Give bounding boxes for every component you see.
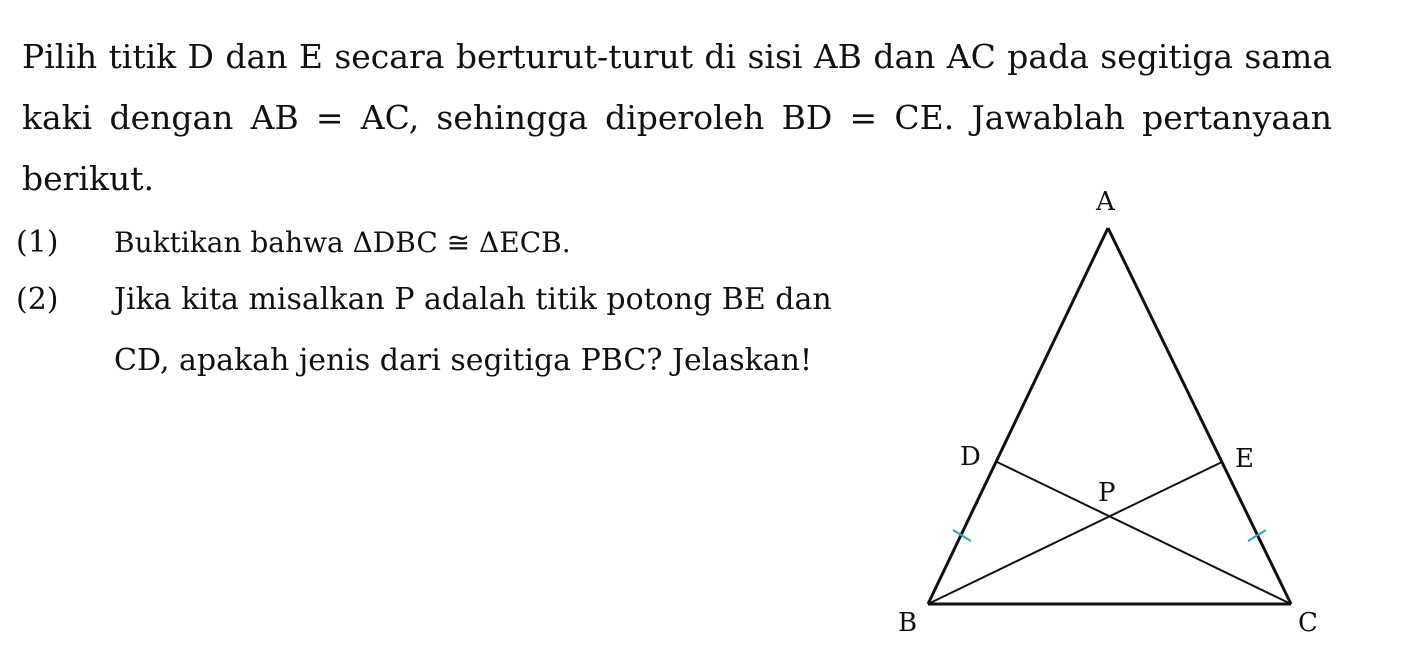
label-c: C bbox=[1298, 608, 1318, 638]
question-number: (2) bbox=[16, 282, 59, 317]
question-text: Jika kita misalkan P adalah titik potong BE dan CD, apakah jenis dari segitiga PBC? Jelaskan! bbox=[114, 282, 832, 378]
triangle-figure bbox=[880, 175, 1340, 650]
side-ac bbox=[1108, 228, 1291, 604]
segment-be bbox=[928, 462, 1222, 604]
label-b: B bbox=[898, 608, 918, 638]
side-ab bbox=[928, 228, 1108, 604]
label-a: A bbox=[1096, 187, 1115, 217]
problem-intro: Pilih titik D dan E secara berturut-turut di sisi AB dan AC pada segitiga sama kaki dengan AB = AC, sehingga diperoleh BD = CE. Jawablah pertanyaan berikut. bbox=[22, 37, 1332, 198]
segment-cd bbox=[997, 462, 1291, 604]
label-p: P bbox=[1098, 478, 1116, 508]
triangle-diagram bbox=[880, 175, 1340, 650]
label-d: D bbox=[960, 442, 981, 472]
label-e: E bbox=[1235, 444, 1254, 474]
question-text: Buktikan bahwa ΔDBC ≅ ΔECB. bbox=[114, 226, 571, 259]
question-number: (1) bbox=[16, 225, 59, 260]
